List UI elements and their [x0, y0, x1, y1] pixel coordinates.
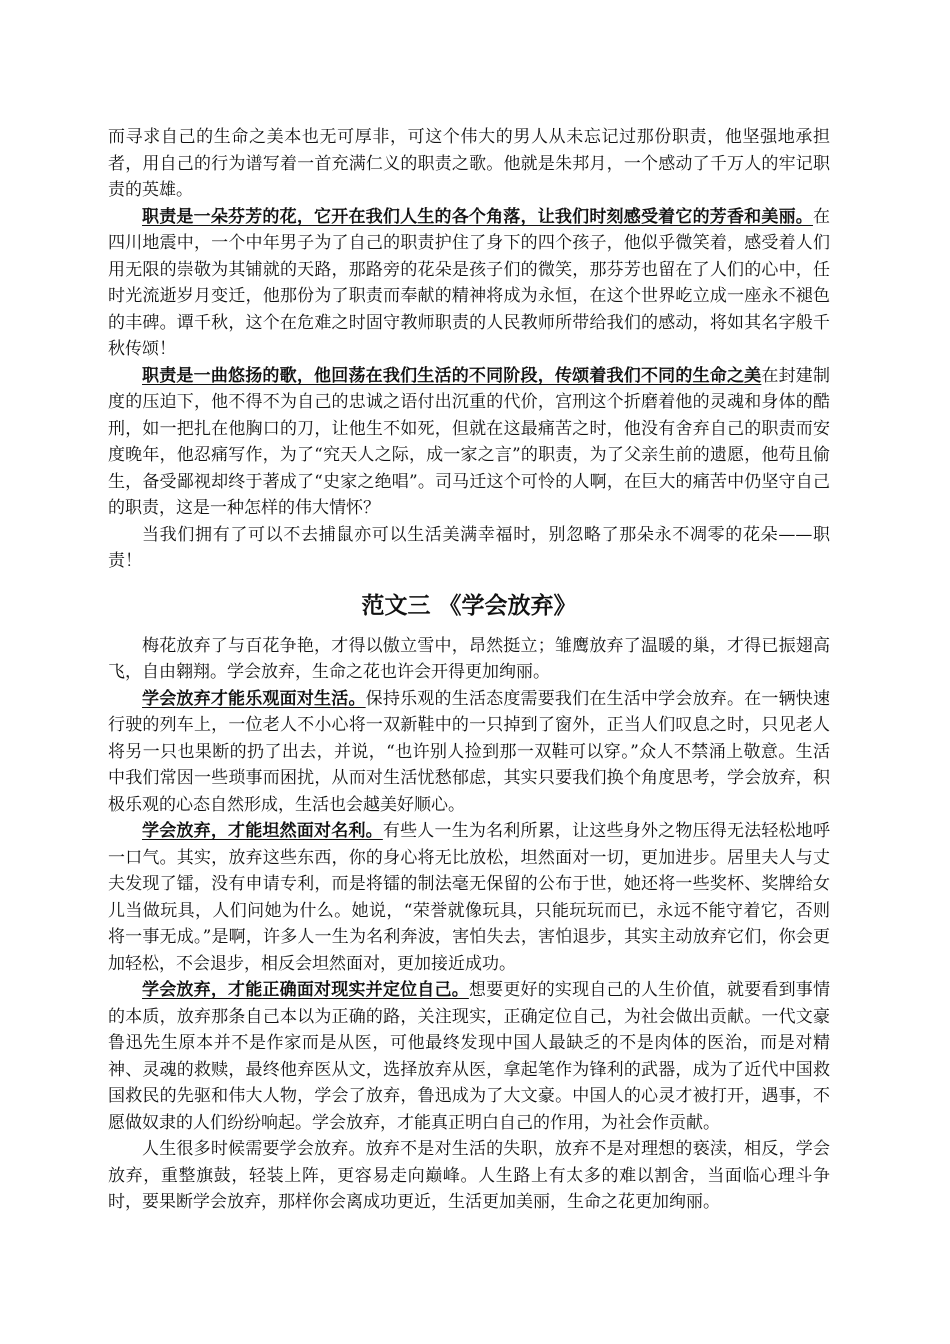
essay-three-conclusion: 人生很多时候需要学会放弃。放弃不是对生活的失职，放弃不是对理想的亵渎，相反，学会放弃，重整旗鼓，轻装上阵，更容易走向巅峰。人生路上有太多的难以割舍，当面临心理斗争时，要果断学会放弃，那样你会离成功更近，生活更加美丽，生命之花更加绚丽。 [108, 1139, 830, 1212]
topic-sentence-song: 职责是一曲悠扬的歌，他回荡在我们生活的不同阶段，传颂着我们不同的生命之美 [142, 365, 762, 386]
essay-three-paragraph-fame [108, 818, 830, 977]
essay-two-paragraph-song [108, 363, 830, 522]
essay-three-paragraph-optimism [108, 686, 830, 819]
essay-two-continued-paragraph: 而寻求自己的生命之美本也无可厚非，可这个伟大的男人从未忘记过那份职责，他坚强地承担者，用自己的行为谱写着一首充满仁义的职责之歌。他就是朱邦月，一个感动了千万人的牢记职责的英雄。 [108, 127, 830, 200]
paragraph-body-optimism: 保持乐观的生活态度需要我们在生活中学会放弃。在一辆快速行驶的列车上，一位老人不小心将一双新鞋中的一只掉到了窗外，正当人们叹息之时，只见老人将另一只也果断的扔了出去，并说，“也许别人捡到那一双鞋可以穿。”众人不禁涌上敬意。生活中我们常因一些琐事而困扰，从而对生活忧愁郁虑，其实只要我们换个角度思考，学会放弃，积极乐观的心态自然形成，生活也会越美好顺心。 [108, 688, 831, 815]
essay-two-paragraph-flower [108, 204, 830, 363]
essay-three-title: 范文三 《学会放弃》 [361, 592, 577, 619]
topic-sentence-fame: 学会放弃，才能坦然面对名利。 [142, 821, 383, 841]
essay-two-conclusion: 当我们拥有了可以不去捕鼠亦可以生活美满幸福时，别忽略了那朵永不凋零的花朵——职责！ [108, 524, 830, 571]
essay-three-paragraph-reality [108, 977, 830, 1136]
topic-sentence-reality: 学会放弃，才能正确面对现实并定位自己。 [142, 980, 469, 1000]
essay-three-intro: 梅花放弃了与百花争艳，才得以傲立雪中，昂然挺立；雏鹰放弃了温暖的巢，才得已振翅高飞，自由翱翔。学会放弃，生命之花也许会开得更加绚丽。 [108, 635, 830, 682]
paragraph-body-flower: 在四川地震中，一个中年男子为了自己的职责护住了身下的四个孩子，他似乎微笑着，感受着人们用无限的崇敬为其铺就的天路，那路旁的花朵是孩子们的微笑，那芬芳也留在了人们的心中，任时光流逝岁月变迁，他那份为了职责而奉献的精神将成为永恒，在这个世界屹立成一座永不褪色的丰碑。谭千秋，这个在危难之时固守教师职责的人民教师所带给我们的感动，将如其名字般千秋传颂！ [108, 206, 830, 359]
topic-sentence-flower: 职责是一朵芬芳的花，它开在我们人生的各个角落，让我们时刻感受着它的芳香和美丽。 [142, 206, 813, 227]
paragraph-body-song: 在封建制度的压迫下，他不得不为自己的忠诚之语付出沉重的代价，宫刑这个折磨着他的灵魂和身体的酷刑，如一把扎在他胸口的刀，让他生不如死，但就在这最痛苦之时，他没有舍弃自己的职责而安度晚年，他忍痛写作，为了“究天人之际，成一家之言”的职责，为了父亲生前的遗愿，他苟且偷生，备受鄙视却终于著成了“史家之绝唱”。司马迁这个可怜的人啊，在巨大的痛苦中仍坚守自己的职责，这是一种怎样的伟大情怀？ [108, 365, 831, 518]
document-page [108, 124, 830, 1216]
paragraph-body-fame: 有些人一生为名利所累，让这些身外之物压得无法轻松地呼一口气。其实，放弃这些东西，你的身心将无比放松，坦然面对一切，更加进步。居里夫人与丈夫发现了镭，没有申请专利，而是将镭的制法毫无保留的公布于世，她还将一些奖杯、奖牌给女儿当做玩具，人们问她为什么。她说，“荣誉就像玩具，只能玩玩而已，永远不能守着它，否则将一事无成。”是啊，许多人一生为名利奔波，害怕失去，害怕退步，其实主动放弃它们，你会更加轻松，不会退步，相反会坦然面对，更加接近成功。 [108, 821, 831, 974]
paragraph-body-reality: 想要更好的实现自己的人生价值，就要看到事情的本质，放弃那条自己本以为正确的路，关注现实，正确定位自己，为社会做出贡献。一代文豪鲁迅先生原本并不是作家而是从医，可他最终发现中国人最缺乏的不是肉体的医治，而是对精神、灵魂的救赎，最终他弃医从文，选择放弃从医，拿起笔作为锋利的武器，成为了近代中国救国救民的先驱和伟大人物，学会了放弃，鲁迅成为了大文豪。中国人的心灵才被打开，遇事，不愿做奴隶的人们纷纷响起。学会放弃，才能真正明白自己的作用，为社会作贡献。 [108, 980, 831, 1133]
topic-sentence-optimism: 学会放弃才能乐观面对生活。 [142, 688, 366, 709]
